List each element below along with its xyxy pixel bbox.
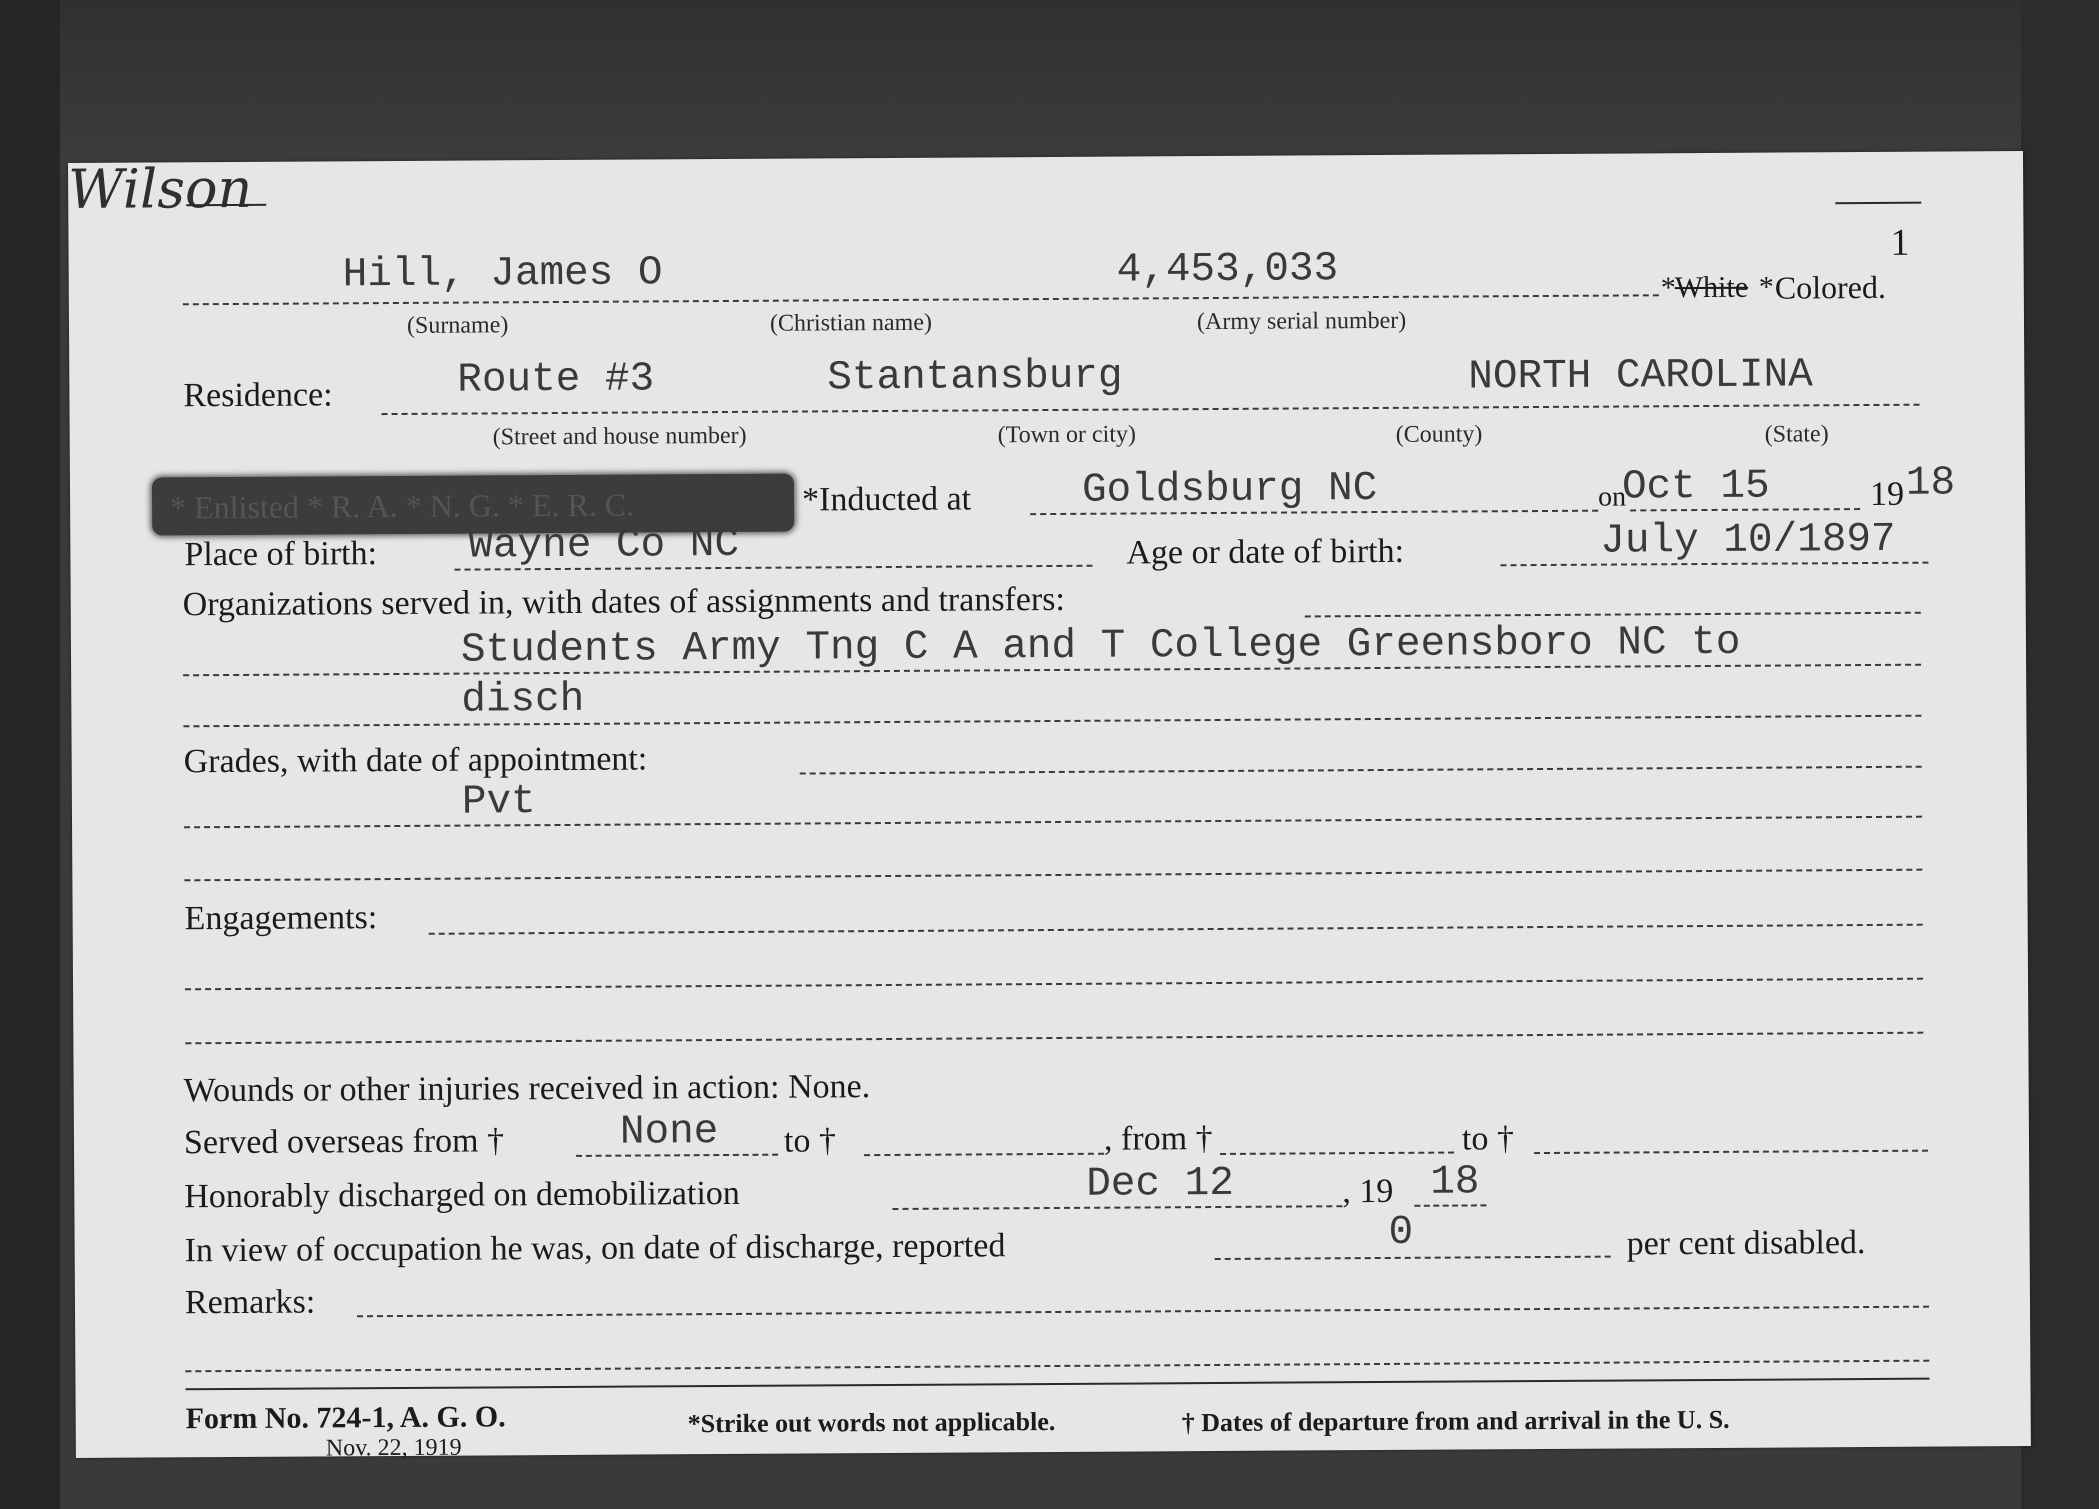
grades-label: Grades, with date of appointment: xyxy=(183,740,648,781)
remarks-line-1 xyxy=(185,1360,1929,1373)
discharge-year-line xyxy=(1414,1204,1486,1206)
place-of-birth-label: Place of birth: xyxy=(184,535,378,574)
organizations-value-line1: Students Army Tng C A and T College Greensboro NC to xyxy=(460,619,1741,674)
remarks-line-0 xyxy=(357,1306,1929,1318)
footer-rule xyxy=(185,1378,1929,1391)
disability-value: 0 xyxy=(1388,1209,1414,1256)
serial-number-value: 4,453,033 xyxy=(1116,246,1339,294)
overseas-from-label-2: , from † xyxy=(1103,1120,1213,1158)
residence-label: Residence: xyxy=(183,376,333,415)
footer-note-dates: † Dates of departure from and arrival in the U. S. xyxy=(1181,1404,1730,1438)
overseas-to-label-1: to † xyxy=(783,1122,837,1160)
enlisted-options: * Enlisted * R. A. * N. G. * E. R. C. xyxy=(169,486,635,526)
disability-suffix: per cent disabled. xyxy=(1626,1224,1866,1263)
place-of-birth-value: Wayne Co NC xyxy=(468,521,740,570)
overseas-to-label-2: to † xyxy=(1461,1120,1515,1158)
remarks-label: Remarks: xyxy=(184,1283,316,1322)
county-label: (County) xyxy=(1395,421,1483,448)
discharge-label: Honorably discharged on demobilization xyxy=(184,1174,740,1216)
on-label: on xyxy=(1597,481,1627,513)
organizations-value-line2: disch xyxy=(461,676,585,724)
organizations-line-2 xyxy=(183,715,1921,728)
scan-background-right xyxy=(2021,0,2099,1509)
service-record-card xyxy=(67,151,2031,1462)
engagements-line-0 xyxy=(429,924,1923,935)
residence-county-value: Wilson xyxy=(67,156,253,221)
scan-background-left xyxy=(0,0,60,1509)
grades-line-0 xyxy=(800,766,1922,775)
serial-number-label: (Army serial number) xyxy=(1196,307,1407,336)
grades-value: Pvt xyxy=(461,779,536,826)
surname-label: (Surname) xyxy=(406,312,509,339)
organizations-line-0 xyxy=(1305,612,1921,618)
race-prefix: * xyxy=(1660,271,1676,305)
race-colored: Colored. xyxy=(1774,268,1886,306)
discharge-year-sep: , 19 xyxy=(1342,1172,1394,1211)
grades-line-2 xyxy=(184,869,1922,882)
inducted-place-value: Goldsburg NC xyxy=(1081,466,1378,514)
overseas-from-label: Served overseas from † xyxy=(183,1122,505,1162)
inducted-at-label: *Inducted at xyxy=(801,480,972,519)
christian-name-label: (Christian name) xyxy=(769,309,933,337)
disability-label: In view of occupation he was, on date of discharge, reported xyxy=(184,1227,1006,1270)
form-date: Nov. 22, 1919 xyxy=(325,1434,462,1462)
residence-town-value: Stantansburg xyxy=(827,353,1123,402)
street-label: (Street and house number) xyxy=(492,422,747,451)
footer-note-strike: *Strike out words not applicable. xyxy=(687,1406,1056,1439)
discharge-date-value: Dec 12 xyxy=(1086,1160,1235,1208)
town-label: (Town or city) xyxy=(997,421,1137,449)
residence-line xyxy=(382,404,1920,415)
race-sep: * xyxy=(1758,270,1774,304)
form-number: Form No. 724-1, A. G. O. xyxy=(185,1400,506,1436)
scan-background-top xyxy=(0,0,2099,175)
organizations-label: Organizations served in, with dates of assignments and transfers: xyxy=(182,580,1066,624)
induction-year-prefix: 19 xyxy=(1869,475,1905,513)
grades-line-1 xyxy=(184,816,1922,829)
discharge-date-line xyxy=(892,1205,1342,1210)
engagements-line-2 xyxy=(185,1032,1923,1045)
induction-year-value: 18 xyxy=(1905,460,1956,507)
discharge-year-value: 18 xyxy=(1430,1159,1480,1206)
date-of-birth-line xyxy=(1500,562,1928,567)
engagements-label: Engagements: xyxy=(184,899,378,938)
engagements-line-1 xyxy=(185,978,1923,991)
overseas-from-line xyxy=(576,1154,778,1157)
disability-line xyxy=(1215,1256,1611,1260)
induction-date-value: Oct 15 xyxy=(1621,463,1770,511)
overseas-to-line-2 xyxy=(1534,1150,1928,1154)
residence-street-value: Route #3 xyxy=(457,356,655,404)
state-label: (State) xyxy=(1764,421,1829,448)
induction-date-line xyxy=(1630,508,1860,511)
overseas-from-line-2 xyxy=(1220,1152,1454,1155)
residence-state-value: NORTH CAROLINA xyxy=(1468,352,1813,401)
date-of-birth-label: Age or date of birth: xyxy=(1126,532,1405,572)
surname-christian-value: Hill, James O xyxy=(342,250,663,299)
date-of-birth-value: July 10/1897 xyxy=(1600,516,1896,565)
overseas-from-value: None xyxy=(619,1109,719,1156)
race-white: White xyxy=(1674,270,1749,305)
overseas-to-line-1 xyxy=(864,1153,1104,1156)
wounds-label: Wounds or other injuries received in action: None. xyxy=(183,1068,871,1110)
card-number: 1 xyxy=(1890,221,1910,264)
